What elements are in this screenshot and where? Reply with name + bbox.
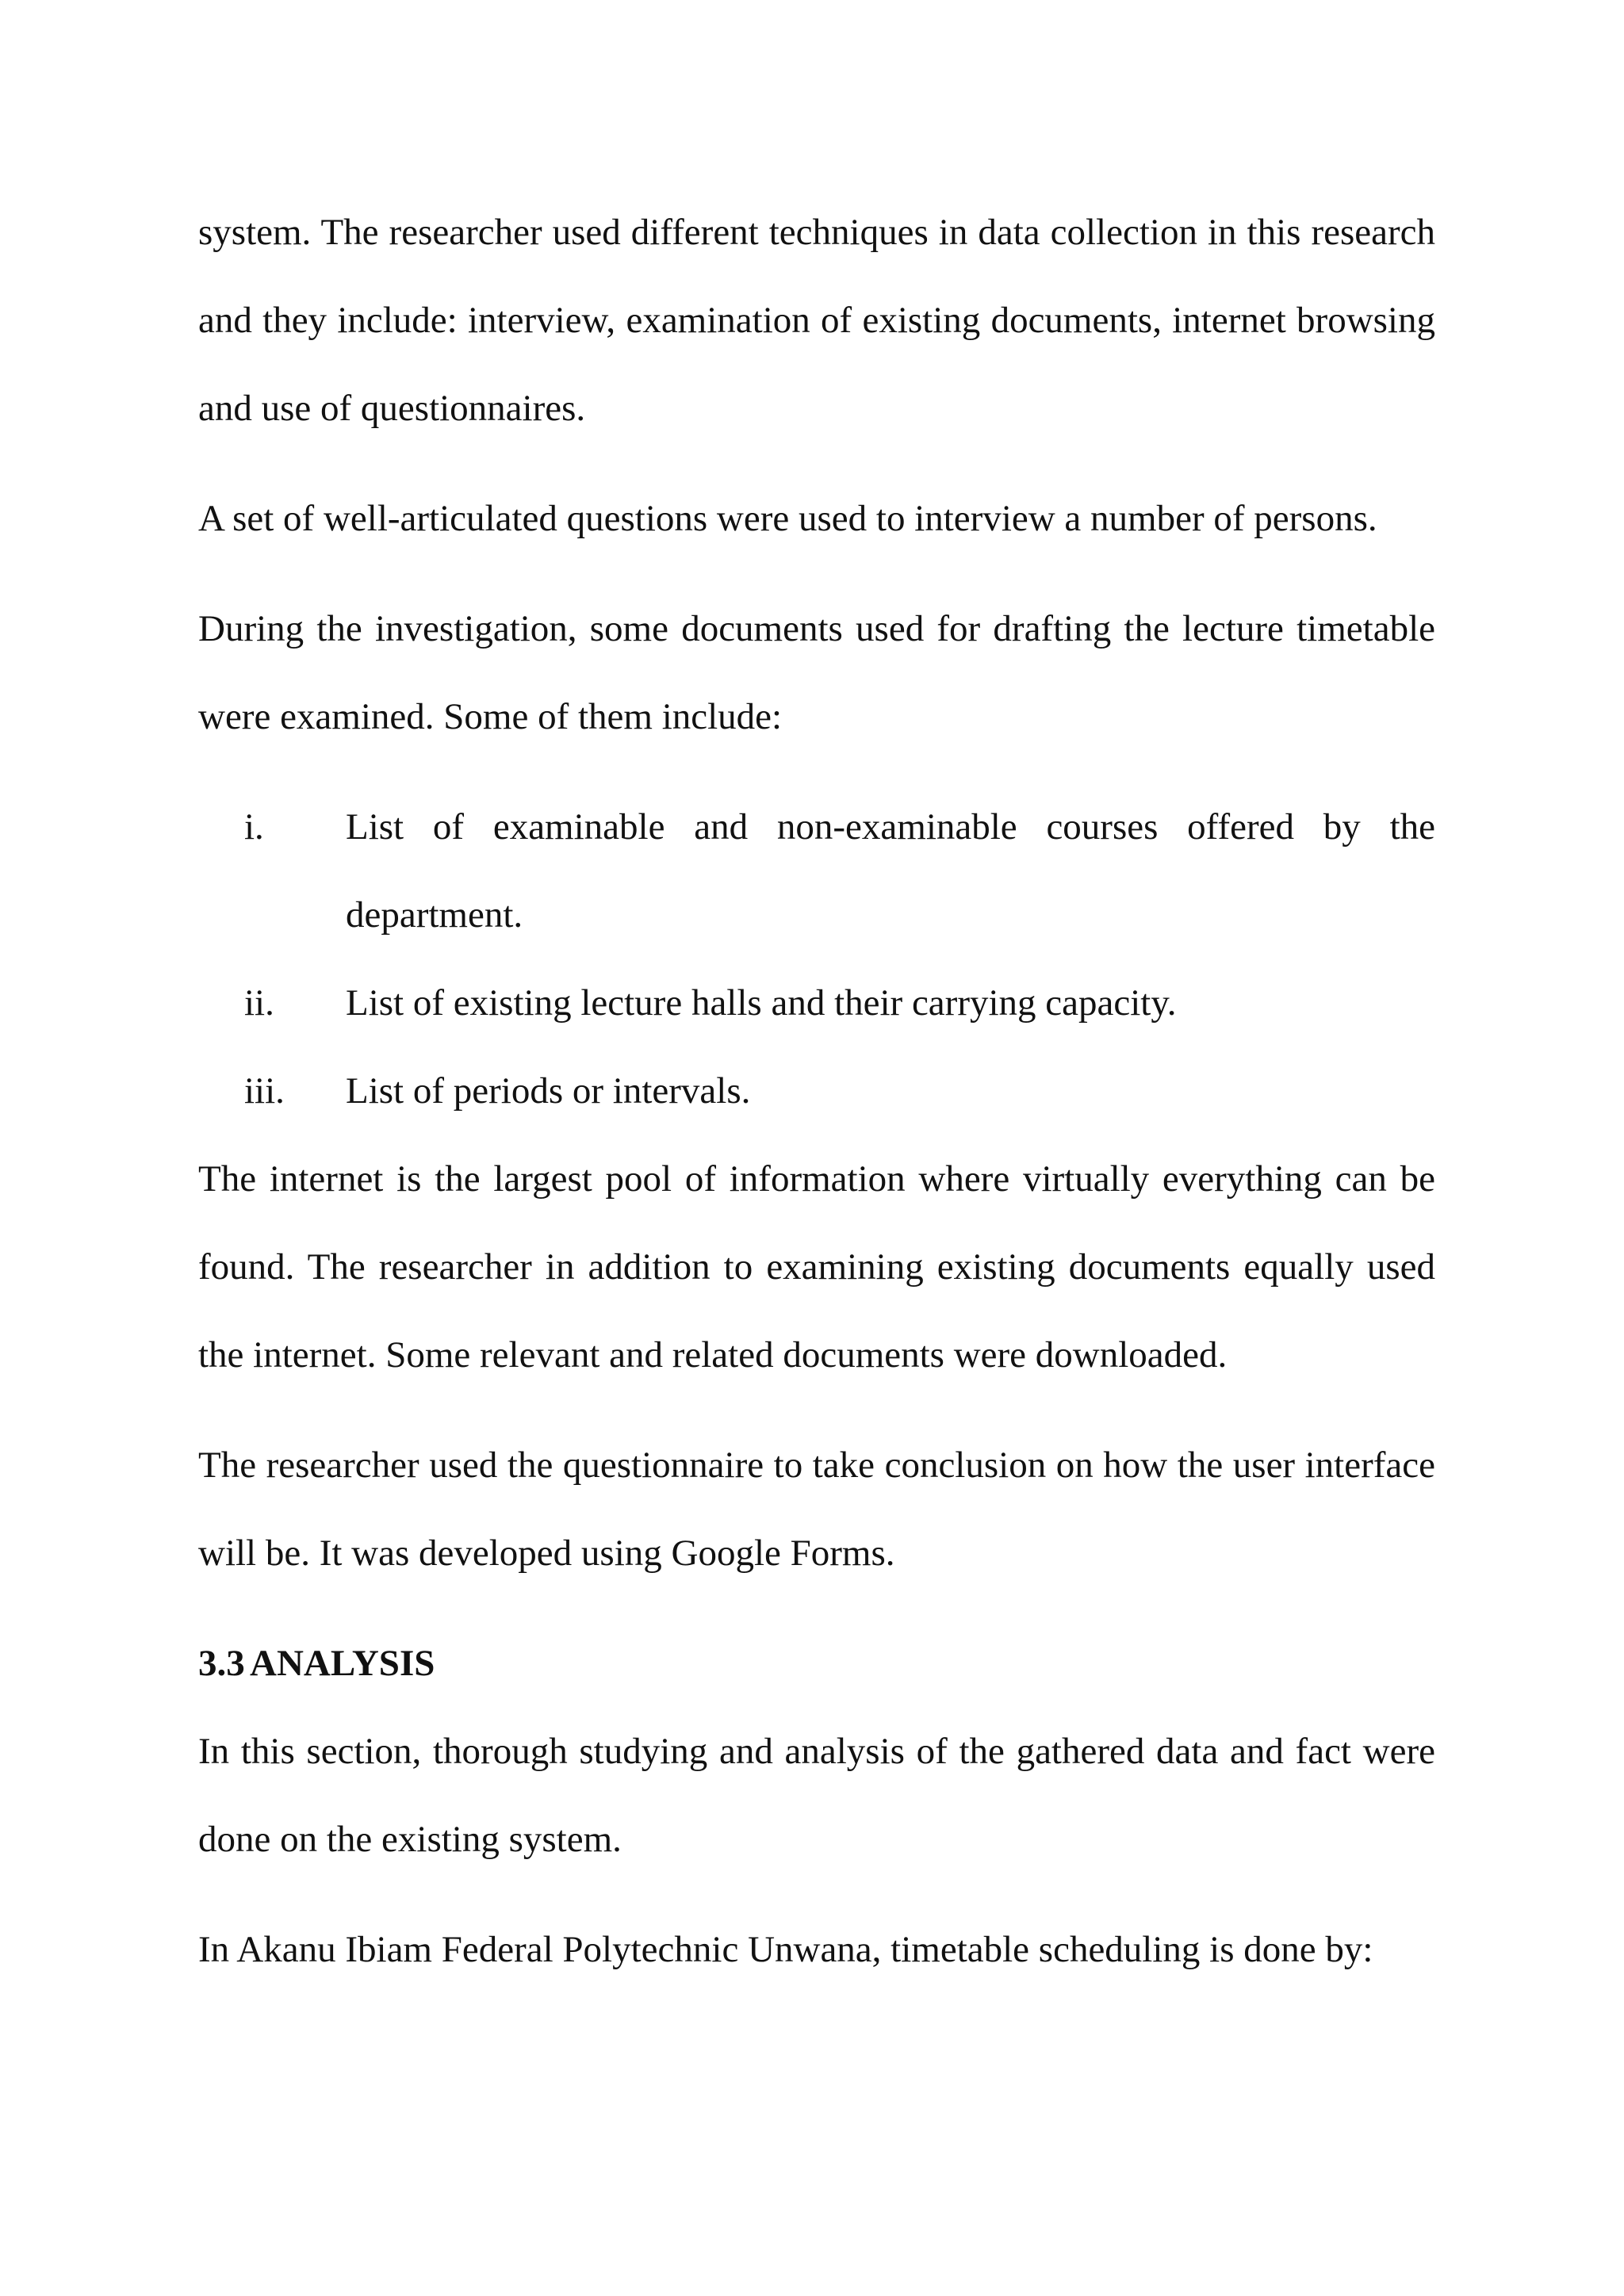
paragraph-data-collection: system. The researcher used different techniques in data collection in this research and they include: interview, examination of existing documents, internet browsing and use of questionnaires. [198, 212, 1435, 429]
paragraph-analysis: In this section, thorough studying and analysis of the gathered data and fact were done on the existing system. [198, 1731, 1435, 1860]
list-item [198, 783, 1435, 959]
documents-list [198, 783, 1435, 1135]
list-item [198, 959, 1435, 1047]
section-heading [198, 1620, 1435, 1708]
paragraph-scheduling: In Akanu Ibiam Federal Polytechnic Unwana, timetable scheduling is done by: [198, 1929, 1373, 1970]
list-item-number: ii. [244, 982, 274, 1024]
document-body [198, 189, 1435, 1994]
list-item [198, 1047, 1435, 1135]
list-item-text: List of examinable and non-examinable courses offered by the department. [346, 806, 1435, 936]
paragraph-questionnaire: The researcher used the questionnaire to take conclusion on how the user interface will be. It was developed using Google Forms. [198, 1445, 1435, 1574]
section-title: ANALYSIS [250, 1643, 435, 1684]
list-item-number: i. [244, 806, 264, 848]
list-item-text: List of periods or intervals. [346, 1070, 751, 1112]
paragraph-interview: A set of well-articulated questions were used to interview a number of persons. [198, 498, 1377, 539]
paragraph-internet: The internet is the largest pool of information where virtually everything can be found. The researcher in addition to examining existing documents equally used the internet. Some relevant and related documents were downloaded. [198, 1158, 1435, 1376]
list-item-text: List of existing lecture halls and their carrying capacity. [346, 982, 1177, 1024]
list-item-number: iii. [244, 1070, 285, 1112]
section-number: 3.3 [198, 1643, 245, 1684]
paragraph-documents: During the investigation, some documents used for drafting the lecture timetable were examined. Some of them include: [198, 608, 1435, 737]
